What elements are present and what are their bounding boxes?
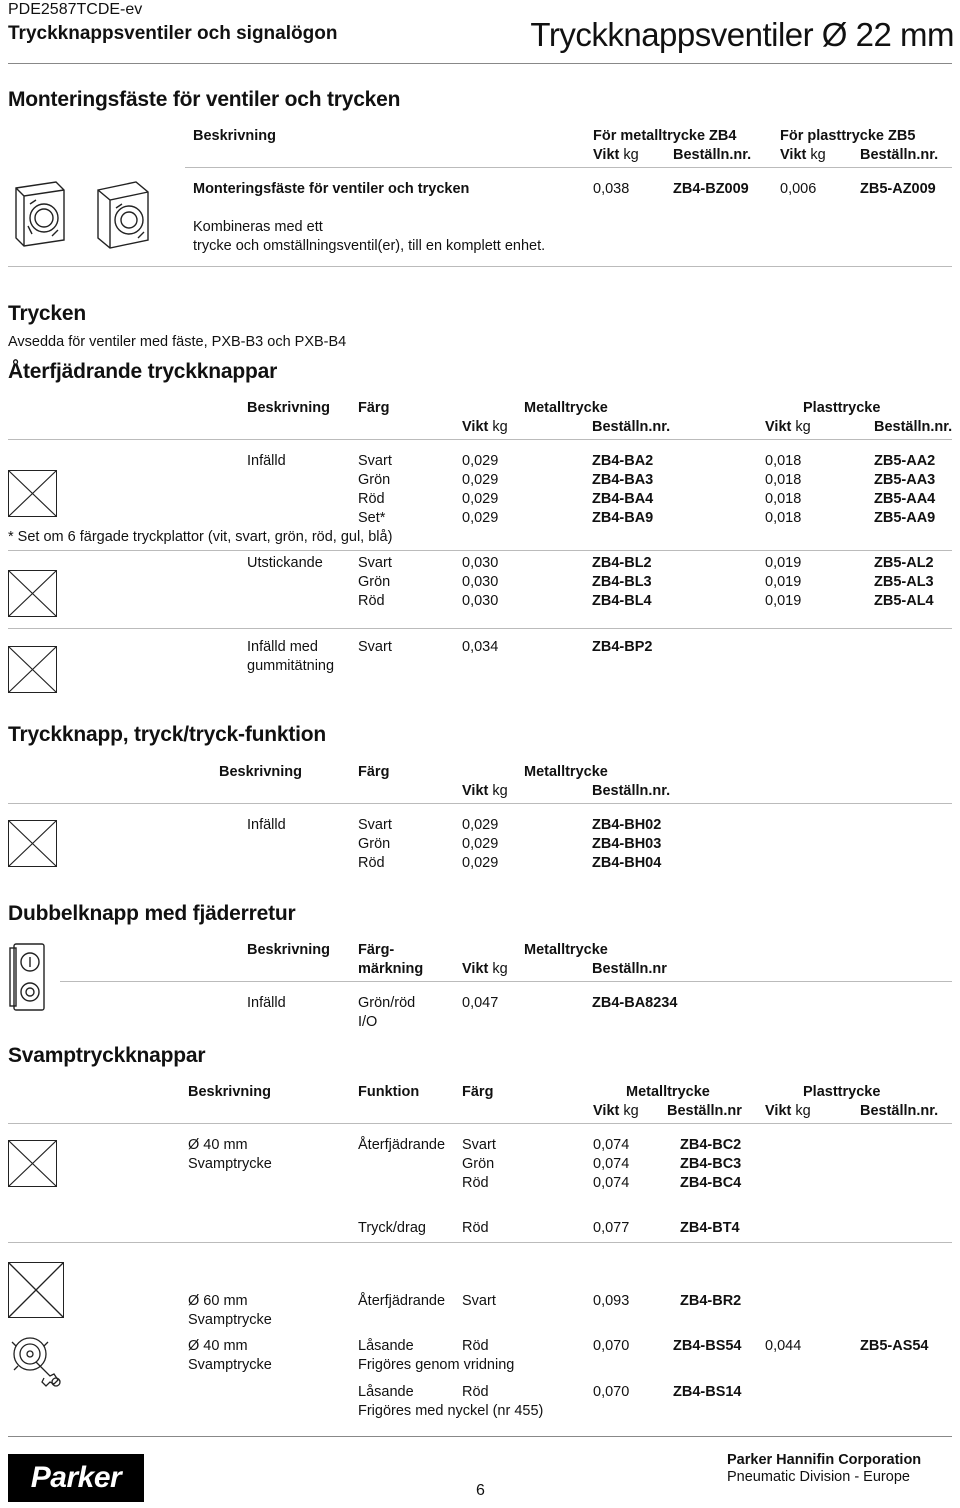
weight-value: 0,019 — [765, 555, 802, 571]
col-header-weight: Vikt kg — [593, 147, 639, 163]
weight-value: 0,029 — [462, 510, 499, 526]
part-number: ZB5-AA4 — [874, 491, 936, 507]
weight-value: 0,029 — [462, 453, 499, 469]
part-number: ZB4-BL4 — [592, 593, 652, 609]
color-cell: Grön — [358, 836, 391, 852]
col-header-color: Färg — [358, 764, 390, 780]
col-header-partno: Beställn.nr. — [673, 147, 752, 163]
weight-value: 0,018 — [765, 472, 802, 488]
part-number: ZB5-AL3 — [874, 574, 934, 590]
placeholder-image — [8, 646, 57, 693]
placeholder-image — [8, 570, 57, 617]
col-header-partno: Beställn.nr — [667, 1103, 742, 1119]
part-number: ZB4-BA8234 — [592, 995, 678, 1011]
part-number: ZB5-AZ009 — [860, 181, 936, 197]
color-cell: Röd — [358, 593, 385, 609]
color-cell: Grön — [358, 574, 391, 590]
col-header-color: märkning — [358, 961, 424, 977]
function-cell: Tryck/drag — [358, 1220, 426, 1236]
color-cell: Svart — [358, 555, 392, 571]
section-heading-mount: Monteringsfäste för ventiler och trycken — [8, 88, 401, 111]
col-header-function: Funktion — [358, 1084, 420, 1100]
col-header-partno: Beställn.nr — [592, 961, 667, 977]
part-number: ZB5-AL2 — [874, 555, 934, 571]
col-header-metal: För metalltrycke ZB4 — [593, 128, 737, 144]
col-header-weight: Vikt kg — [765, 419, 811, 435]
mounting-bracket-image — [90, 178, 172, 250]
col-header-partno: Beställn.nr. — [860, 147, 939, 163]
row-description: Utstickande — [247, 555, 323, 571]
col-header-metal: Metalltrycke — [524, 942, 608, 958]
placeholder-image — [8, 1262, 64, 1318]
color-cell: Röd — [358, 491, 385, 507]
section-heading-push-push: Tryckknapp, tryck/tryck-funktion — [8, 723, 327, 746]
col-header-description: Beskrivning — [219, 764, 302, 780]
col-header-metal: Metalltrycke — [626, 1084, 710, 1100]
function-cell: Frigöres genom vridning — [358, 1357, 515, 1373]
weight-value: 0,074 — [593, 1156, 630, 1172]
part-number: ZB4-BR2 — [680, 1293, 742, 1309]
col-header-weight: Vikt kg — [765, 1103, 811, 1119]
color-cell: Set* — [358, 510, 386, 526]
color-cell: Röd — [462, 1338, 489, 1354]
col-header-partno: Beställn.nr. — [592, 419, 671, 435]
part-number: ZB4-BC3 — [680, 1156, 742, 1172]
page-number: 6 — [476, 1482, 485, 1499]
col-header-metal: Metalltrycke — [524, 400, 608, 416]
note-text: trycke och omställningsventil(er), till en komplett enhet. — [193, 238, 546, 254]
weight-value: 0,029 — [462, 472, 499, 488]
weight-value: 0,077 — [593, 1220, 630, 1236]
weight-value: 0,074 — [593, 1175, 630, 1191]
part-number: ZB5-AA2 — [874, 453, 936, 469]
function-cell: Återfjädrande — [358, 1137, 446, 1153]
footnote: * Set om 6 färgade tryckplattor (vit, svart, grön, röd, gul, blå) — [8, 529, 393, 545]
col-header-weight: Vikt kg — [462, 961, 508, 977]
col-header-metal: Metalltrycke — [524, 764, 608, 780]
company-name: Parker Hannifin Corporation — [727, 1452, 922, 1468]
color-cell: Grön — [358, 472, 391, 488]
color-cell: Röd — [462, 1175, 489, 1191]
color-cell: Svart — [358, 639, 392, 655]
part-number: ZB4-BH04 — [592, 855, 662, 871]
weight-value: 0,070 — [593, 1384, 630, 1400]
col-header-weight: Vikt kg — [462, 783, 508, 799]
weight-value: 0,018 — [765, 491, 802, 507]
part-number: ZB4-BL2 — [592, 555, 652, 571]
weight-value: 0,070 — [593, 1338, 630, 1354]
placeholder-image — [8, 820, 57, 867]
row-description: Ø 40 mm — [188, 1338, 248, 1354]
col-header-description: Beskrivning — [188, 1084, 271, 1100]
part-number: ZB4-BC2 — [680, 1137, 742, 1153]
placeholder-image — [8, 1140, 57, 1187]
col-header-weight: Vikt kg — [462, 419, 508, 435]
key-switch-image — [6, 1330, 66, 1392]
part-number: ZB5-AA3 — [874, 472, 936, 488]
color-cell: Röd — [358, 855, 385, 871]
part-number: ZB4-BS54 — [673, 1338, 742, 1354]
weight-value: 0,018 — [765, 510, 802, 526]
row-description: Ø 40 mm — [188, 1137, 248, 1153]
row-description: Infälld med — [247, 639, 318, 655]
color-cell: I/O — [358, 1014, 378, 1030]
weight-value: 0,044 — [765, 1338, 802, 1354]
weight-value: 0,093 — [593, 1293, 630, 1309]
col-header-description: Beskrivning — [247, 400, 330, 416]
parker-logo — [8, 1454, 144, 1502]
weight-value: 0,047 — [462, 995, 499, 1011]
logo-text: Parker — [30, 1461, 122, 1494]
part-number: ZB4-BH03 — [592, 836, 662, 852]
row-description: Ø 60 mm — [188, 1293, 248, 1309]
weight-value: 0,029 — [462, 817, 499, 833]
note-text: Kombineras med ett — [193, 219, 323, 235]
col-header-partno: Beställn.nr. — [592, 783, 671, 799]
weight-value: 0,018 — [765, 453, 802, 469]
weight-value: 0,038 — [593, 181, 630, 197]
double-button-image — [8, 940, 50, 1014]
part-number: ZB4-BZ009 — [673, 181, 749, 197]
doc-subtitle: Tryckknappsventiler och signalögon — [8, 23, 338, 44]
col-header-color: Färg — [358, 400, 390, 416]
color-cell: Svart — [462, 1293, 496, 1309]
col-header-weight: Vikt kg — [780, 147, 826, 163]
function-cell: Återfjädrande — [358, 1293, 446, 1309]
part-number: ZB4-BA4 — [592, 491, 654, 507]
part-number: ZB4-BA2 — [592, 453, 654, 469]
function-cell: Låsande — [358, 1338, 414, 1354]
row-description: Infälld — [247, 995, 286, 1011]
row-description: gummitätning — [247, 658, 335, 674]
color-cell: Svart — [462, 1137, 496, 1153]
part-number: ZB4-BS14 — [673, 1384, 742, 1400]
section-heading-spring-return: Återfjädrande tryckknappar — [8, 360, 278, 383]
part-number: ZB4-BA9 — [592, 510, 654, 526]
color-cell: Grön/röd — [358, 995, 416, 1011]
color-cell: Svart — [358, 453, 392, 469]
weight-value: 0,029 — [462, 836, 499, 852]
function-cell: Låsande — [358, 1384, 414, 1400]
color-cell: Grön — [462, 1156, 495, 1172]
section-subtitle: Avsedda för ventiler med fäste, PXB-B3 och PXB-B4 — [8, 334, 347, 350]
col-header-partno: Beställn.nr. — [874, 419, 953, 435]
weight-value: 0,030 — [462, 574, 499, 590]
section-heading-buttons: Trycken — [8, 302, 86, 325]
col-header-partno: Beställn.nr. — [860, 1103, 939, 1119]
weight-value: 0,006 — [780, 181, 817, 197]
weight-value: 0,034 — [462, 639, 499, 655]
division-name: Pneumatic Division - Europe — [727, 1469, 910, 1485]
row-description: Infälld — [247, 453, 286, 469]
part-number: ZB4-BL3 — [592, 574, 652, 590]
part-number: ZB5-AL4 — [874, 593, 934, 609]
col-header-description: Beskrivning — [247, 942, 330, 958]
part-number: ZB4-BP2 — [592, 639, 653, 655]
col-header-plastic: För plasttrycke ZB5 — [780, 128, 916, 144]
col-header-weight: Vikt kg — [593, 1103, 639, 1119]
mounting-bracket-image — [6, 178, 86, 250]
weight-value: 0,029 — [462, 491, 499, 507]
row-description: Svamptrycke — [188, 1156, 272, 1172]
weight-value: 0,019 — [765, 574, 802, 590]
weight-value: 0,074 — [593, 1137, 630, 1153]
part-number: ZB4-BA3 — [592, 472, 654, 488]
row-description: Monteringsfäste för ventiler och trycken — [193, 181, 470, 197]
weight-value: 0,030 — [462, 555, 499, 571]
part-number: ZB5-AA9 — [874, 510, 936, 526]
col-header-plastic: Plasttrycke — [803, 400, 881, 416]
function-cell: Frigöres med nyckel (nr 455) — [358, 1403, 544, 1419]
part-number: ZB5-AS54 — [860, 1338, 929, 1354]
weight-value: 0,019 — [765, 593, 802, 609]
col-header-description: Beskrivning — [193, 128, 276, 144]
weight-value: 0,029 — [462, 855, 499, 871]
placeholder-image — [8, 470, 57, 517]
color-cell: Svart — [358, 817, 392, 833]
part-number: ZB4-BT4 — [680, 1220, 740, 1236]
part-number: ZB4-BC4 — [680, 1175, 742, 1191]
row-description: Svamptrycke — [188, 1357, 272, 1373]
section-heading-mushroom: Svamptryckknappar — [8, 1044, 206, 1067]
doc-code: PDE2587TCDE-ev — [8, 1, 143, 18]
row-description: Svamptrycke — [188, 1312, 272, 1328]
weight-value: 0,030 — [462, 593, 499, 609]
part-number: ZB4-BH02 — [592, 817, 662, 833]
color-cell: Röd — [462, 1384, 489, 1400]
row-description: Infälld — [247, 817, 286, 833]
color-cell: Röd — [462, 1220, 489, 1236]
col-header-plastic: Plasttrycke — [803, 1084, 881, 1100]
col-header-color: Färg- — [358, 942, 395, 958]
col-header-color: Färg — [462, 1084, 494, 1100]
section-heading-double-button: Dubbelknapp med fjäderretur — [8, 902, 296, 925]
page-title: Tryckknappsventiler Ø 22 mm — [530, 16, 954, 53]
